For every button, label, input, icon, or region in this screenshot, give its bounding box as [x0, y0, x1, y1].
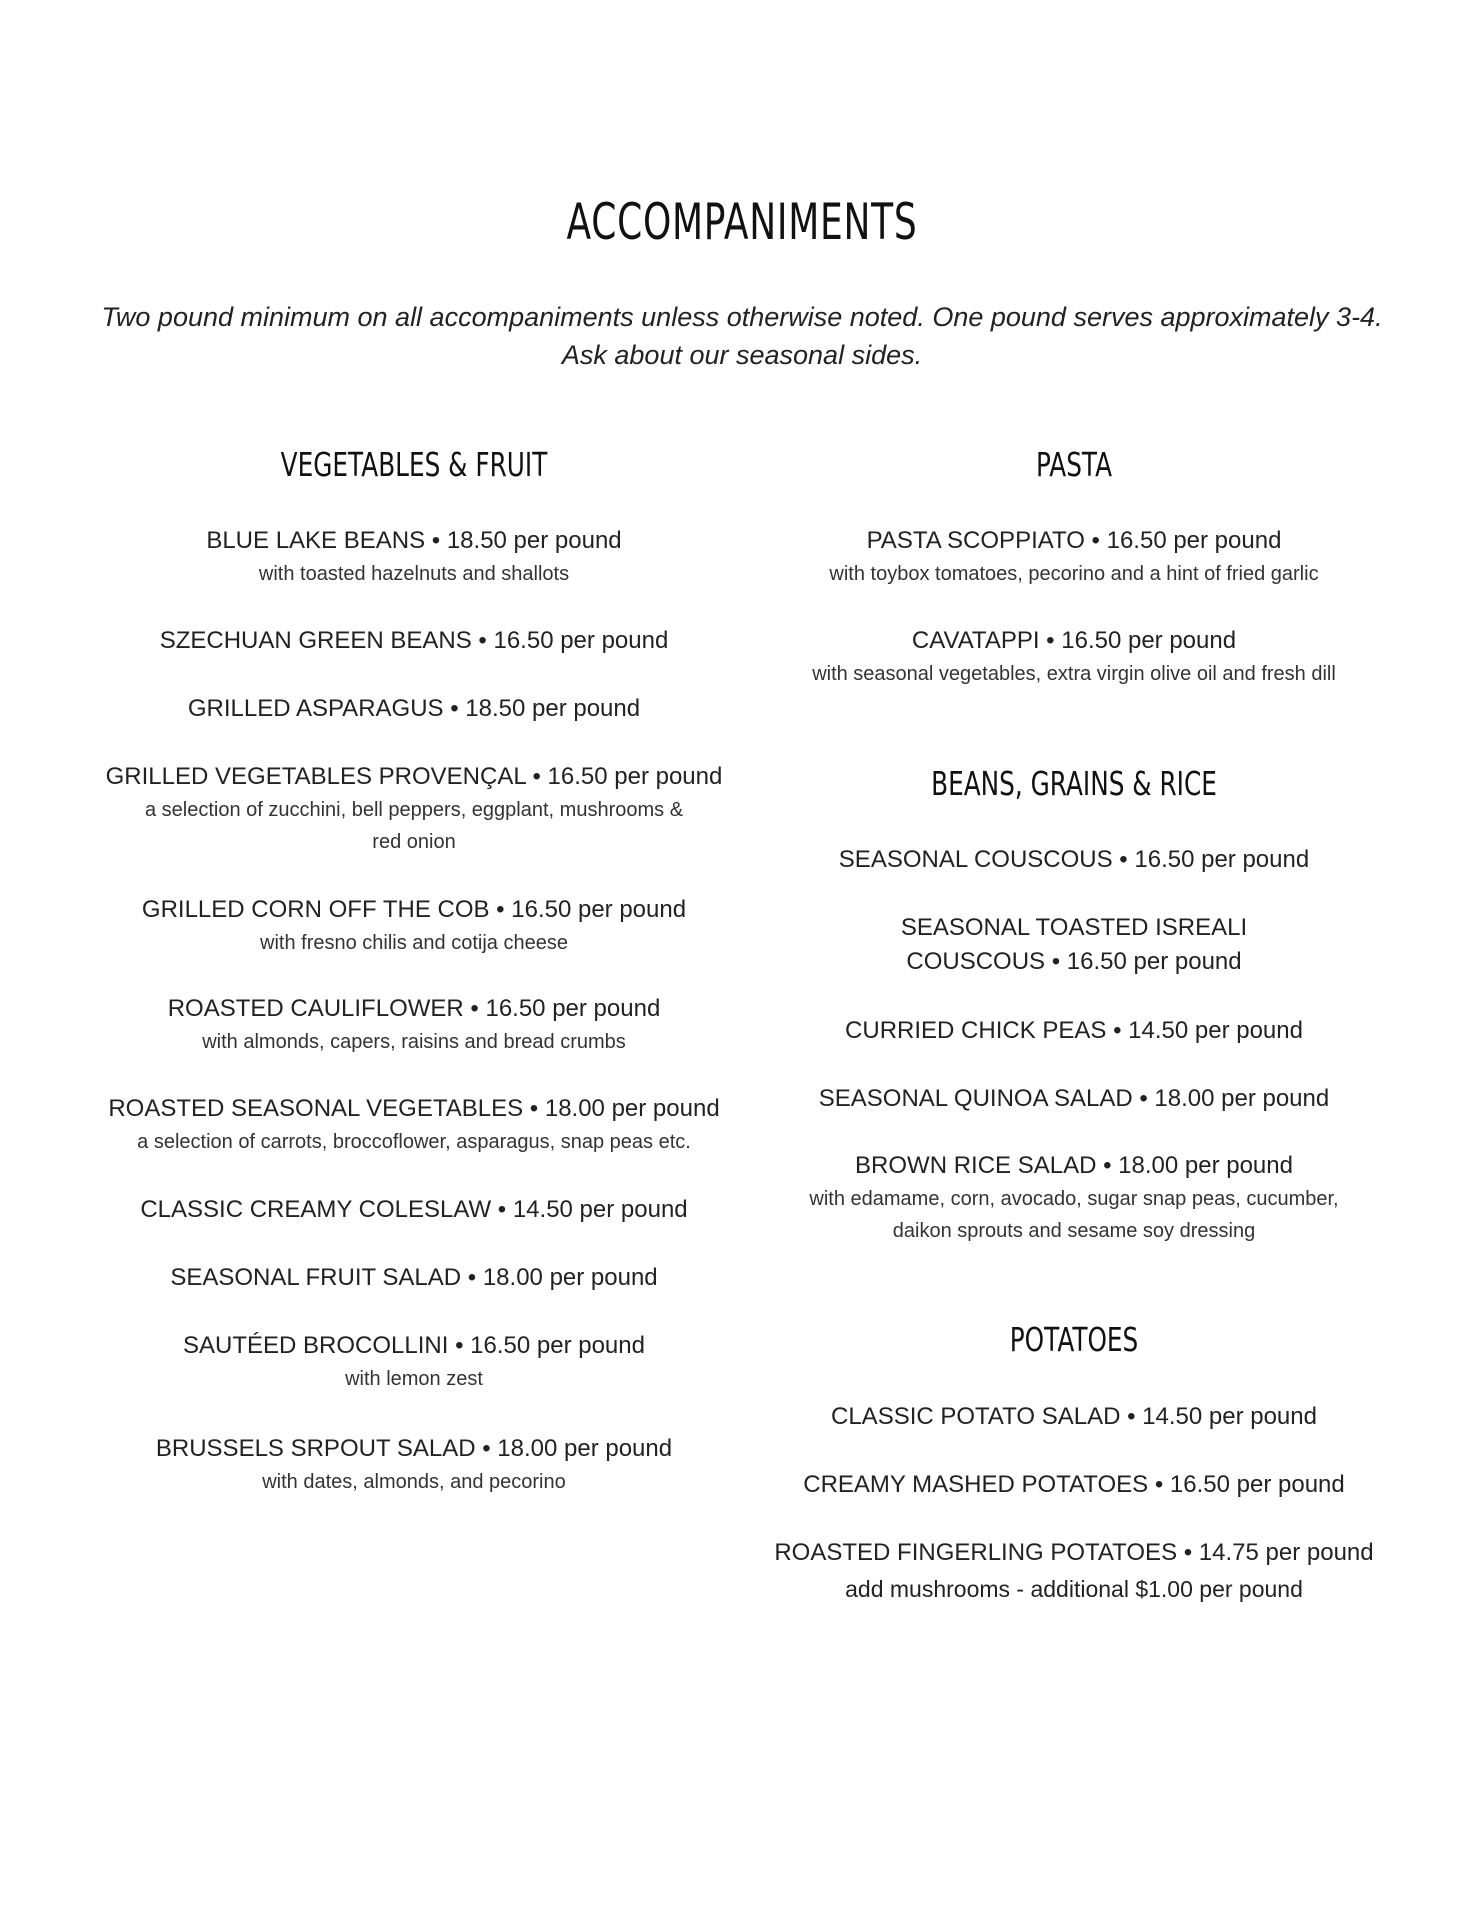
menu-item — [100, 1261, 728, 1295]
intro-line: Two pound minimum on all accompaniments unless otherwise noted. One pound serves approximately 3-4. — [101, 302, 1383, 332]
menu-item-description: with seasonal vegetables, extra virgin olive oil and fresh dill — [812, 663, 1336, 685]
menu-item-title: SEASONAL QUINOA SALAD • 18.00 per pound — [818, 1085, 1330, 1112]
menu-item-title: CREAMY MASHED POTATOES • 16.50 per pound — [803, 1471, 1345, 1498]
page-title: ACCOMPANIMENTS — [566, 193, 918, 251]
menu-item — [774, 524, 1374, 590]
menu-item-description: add mushrooms - additional $1.00 per pound — [845, 1576, 1303, 1602]
menu-item-title: GRILLED VEGETABLES PROVENÇAL • 16.50 per pound — [105, 763, 723, 790]
menu-item — [774, 1400, 1374, 1434]
menu-item — [100, 992, 728, 1058]
menu-item — [100, 692, 728, 726]
menu-item — [774, 1536, 1374, 1608]
menu-item-title: ROASTED CAULIFLOWER • 16.50 per pound — [167, 995, 661, 1022]
menu-item-title: SEASONAL TOASTED ISREALI COUSCOUS • 16.50 per pound — [900, 914, 1248, 975]
menu-item — [100, 893, 728, 959]
menu-item-title: BLUE LAKE BEANS • 18.50 per pound — [206, 527, 622, 554]
menu-item-title: GRILLED ASPARAGUS • 18.50 per pound — [187, 695, 641, 722]
section-heading-potatoes: POTATOES — [1009, 1320, 1139, 1359]
menu-item-description: with lemon zest — [345, 1368, 483, 1390]
menu-item-description: a selection of zucchini, bell peppers, eggplant, mushrooms & red onion — [144, 799, 684, 853]
intro-note — [100, 298, 1384, 374]
menu-item — [100, 524, 728, 590]
menu-item — [100, 1329, 728, 1395]
menu-item — [100, 1193, 728, 1227]
menu-item-title: BROWN RICE SALAD • 18.00 per pound — [855, 1152, 1293, 1179]
menu-item — [774, 624, 1374, 690]
menu-item-description: a selection of carrots, broccoflower, asparagus, snap peas etc. — [137, 1131, 691, 1153]
menu-item — [774, 1082, 1374, 1116]
menu-item-description: with toybox tomatoes, pecorino and a hint of fried garlic — [829, 563, 1319, 585]
menu-item — [774, 1149, 1374, 1247]
section-heading-pasta: PASTA — [1035, 445, 1113, 484]
menu-item-title: CURRIED CHICK PEAS • 14.50 per pound — [845, 1017, 1303, 1044]
menu-item — [100, 624, 728, 658]
intro-line: Ask about our seasonal sides. — [561, 340, 923, 370]
menu-item-description: with edamame, corn, avocado, sugar snap peas, cucumber, daikon sprouts and sesame soy dressing — [809, 1188, 1339, 1242]
menu-item-title: SEASONAL FRUIT SALAD • 18.00 per pound — [170, 1264, 658, 1291]
menu-item — [100, 760, 728, 858]
menu-item-title: CAVATAPPI • 16.50 per pound — [911, 627, 1237, 654]
menu-item-title: SZECHUAN GREEN BEANS • 16.50 per pound — [159, 627, 669, 654]
menu-item-title: PASTA SCOPPIATO • 16.50 per pound — [866, 527, 1282, 554]
menu-item-description: with fresno chilis and cotija cheese — [260, 932, 568, 954]
menu-item-description: with toasted hazelnuts and shallots — [258, 563, 570, 585]
menu-item-title: ROASTED SEASONAL VEGETABLES • 18.00 per pound — [108, 1095, 720, 1122]
section-heading-beans-grains-rice: BEANS, GRAINS & RICE — [931, 764, 1217, 803]
menu-item-description: with dates, almonds, and pecorino — [262, 1471, 566, 1493]
menu-item-title: SEASONAL COUSCOUS • 16.50 per pound — [838, 846, 1310, 873]
menu-item-title: BRUSSELS SRPOUT SALAD • 18.00 per pound — [155, 1435, 673, 1462]
menu-item — [774, 1468, 1374, 1502]
menu-item-title: ROASTED FINGERLING POTATOES • 14.75 per pound — [774, 1539, 1374, 1566]
menu-item-title: CLASSIC CREAMY COLESLAW • 14.50 per pound — [140, 1196, 688, 1223]
menu-item-title: CLASSIC POTATO SALAD • 14.50 per pound — [831, 1403, 1317, 1430]
menu-item — [774, 1014, 1374, 1048]
menu-item-title: SAUTÉED BROCOLLINI • 16.50 per pound — [183, 1332, 645, 1359]
menu-item-title: GRILLED CORN OFF THE COB • 16.50 per pound — [141, 896, 687, 923]
menu-item — [100, 1432, 728, 1498]
menu-item — [774, 843, 1374, 877]
menu-item-description: with almonds, capers, raisins and bread crumbs — [202, 1031, 626, 1053]
menu-item — [100, 1092, 728, 1158]
section-heading-vegetables-fruit: VEGETABLES & FRUIT — [280, 445, 548, 484]
menu-item — [774, 911, 1374, 979]
